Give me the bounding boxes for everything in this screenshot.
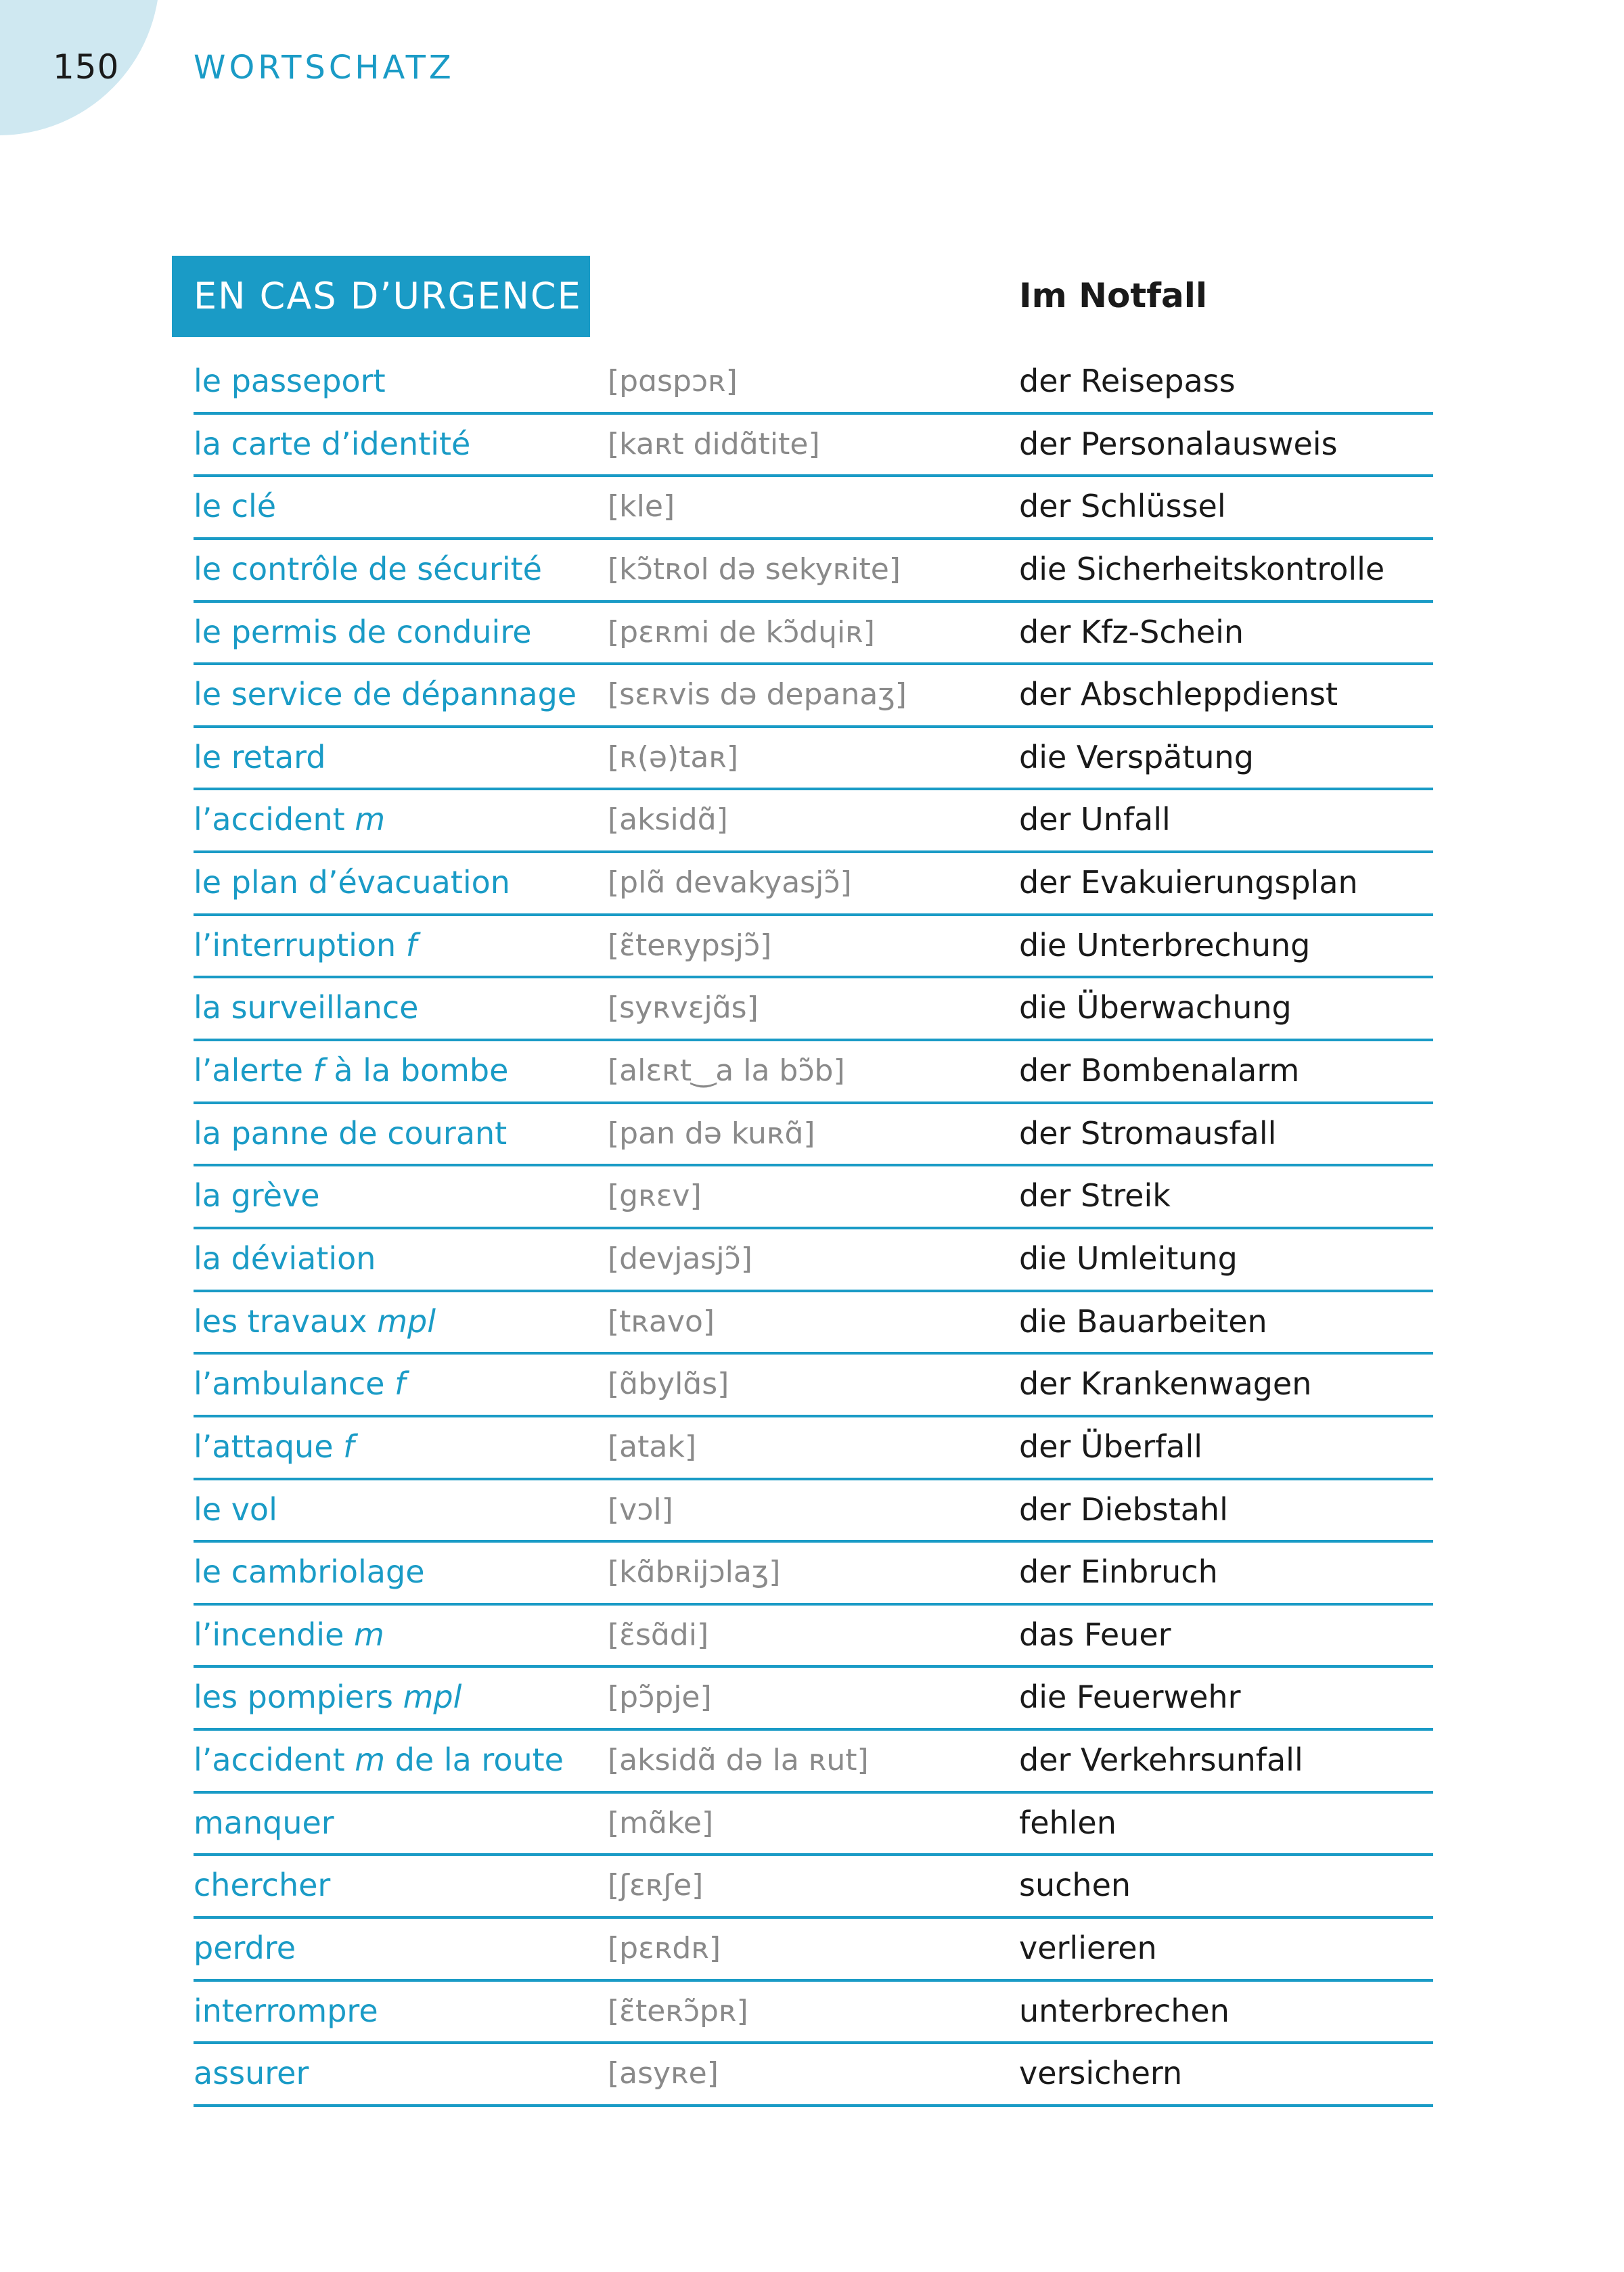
german-translation: der Überfall [1019,1428,1203,1465]
french-word-continuation: à la bombe [334,1052,509,1089]
table-row [194,1543,1433,1606]
pronunciation: [vɔl] [608,1492,673,1527]
pronunciation: [mɑ̃ke] [608,1805,714,1840]
table-row [194,978,1433,1041]
german-translation: verlieren [1019,1930,1157,1967]
pronunciation: [ɛ̃sɑ̃di] [608,1617,709,1652]
pronunciation: [atak] [608,1429,696,1464]
pronunciation: [pɑspɔʀ] [608,364,738,399]
french-term [194,1115,507,1152]
french-term [194,989,418,1026]
pronunciation: [pɛʀmi de kɔ̃dɥiʀ] [608,614,875,650]
gender-marker: m [354,1616,384,1653]
table-row [194,1731,1433,1794]
french-word: la déviation [194,1240,376,1277]
pronunciation: [asyʀe] [608,2056,719,2091]
french-word: le plan d’évacuation [194,864,510,901]
french-term [194,1491,277,1528]
french-word: l’accident [194,801,345,838]
pronunciation: [kɔ̃tʀol də sekyʀite] [608,551,901,587]
gender-marker: m [355,801,386,838]
table-row [194,1166,1433,1229]
table-row [194,1041,1433,1104]
gender-marker: m [355,1742,386,1779]
german-translation: der Kfz-Schein [1019,613,1244,650]
table-row [194,916,1433,979]
german-translation: der Streik [1019,1177,1171,1214]
french-term [194,927,417,963]
french-word: la carte d’identité [194,425,471,462]
french-term [194,1616,384,1653]
french-term [194,614,532,650]
pronunciation: [ɛ̃teʀypsjɔ̃] [608,928,772,963]
french-word: chercher [194,1867,331,1904]
vocabulary-table [194,352,1433,2107]
german-translation: suchen [1019,1867,1131,1904]
french-word: perdre [194,1930,296,1967]
pronunciation: [ʃɛʀʃe] [608,1868,704,1903]
french-word: l’ambulance [194,1365,385,1403]
pronunciation: [aksidɑ̃ də la ʀut] [608,1743,869,1778]
german-translation: der Einbruch [1019,1553,1218,1591]
gender-marker: f [405,926,417,963]
table-row [194,1794,1433,1857]
table-row [194,603,1433,666]
table-row [194,1919,1433,1982]
french-word: le passeport [194,363,386,399]
heading-french: EN CAS D’URGENCE [172,256,590,337]
german-translation: die Feuerwehr [1019,1679,1241,1716]
french-term [194,1553,425,1590]
table-row [194,1417,1433,1480]
table-row [194,477,1433,540]
table-row [194,1355,1433,1417]
pronunciation: [syʀvɛjɑ̃s] [608,991,759,1026]
pronunciation: [ɑ̃bylɑ̃s] [608,1367,729,1402]
pronunciation: [tʀavo] [608,1304,715,1339]
table-row [194,790,1433,853]
gender-marker: mpl [403,1679,462,1716]
pronunciation: [ʀ(ə)taʀ] [608,740,739,775]
german-translation: der Schlüssel [1019,488,1226,525]
french-word-continuation: de la route [394,1742,564,1779]
french-word: la panne de courant [194,1114,508,1152]
table-row [194,853,1433,916]
french-term [194,1365,405,1402]
german-translation: der Unfall [1019,801,1171,838]
french-word: le vol [194,1491,277,1528]
french-word: interrompre [194,1992,378,2029]
french-word: le contrôle de sécurité [194,550,542,587]
pronunciation: [kle] [608,489,675,524]
french-word: l’attaque [194,1428,334,1465]
french-term [194,1993,378,2029]
table-row [194,665,1433,728]
table-row [194,540,1433,603]
table-row [194,1104,1433,1167]
table-row [194,1292,1433,1355]
page-number: 150 [53,47,120,87]
pronunciation: [pɛʀdʀ] [608,1931,721,1966]
pronunciation: [pɔ̃pje] [608,1680,712,1715]
table-row [194,1856,1433,1919]
german-translation: die Sicherheitskontrolle [1019,550,1385,587]
french-word: le permis de conduire [194,613,532,650]
french-term [194,1742,564,1778]
german-translation: die Verspätung [1019,738,1254,775]
section-label: WORTSCHATZ [194,49,455,87]
table-row [194,352,1433,415]
french-term [194,864,510,901]
french-word: l’accident [194,1742,345,1779]
pronunciation: [ɛ̃teʀɔ̃pʀ] [608,1993,748,2028]
pronunciation: [kɑ̃bʀijɔlaʒ] [608,1555,781,1590]
french-term [194,488,276,524]
heading-german: Im Notfall [1019,276,1207,315]
german-translation: der Reisepass [1019,363,1236,399]
french-term [194,1303,436,1340]
french-word: l’interruption [194,926,397,963]
table-row [194,1480,1433,1543]
french-word: manquer [194,1804,334,1841]
french-term [194,426,470,462]
french-term [194,1240,376,1277]
pronunciation: [sɛʀvis də depanaʒ] [608,677,907,712]
german-translation: unterbrechen [1019,1992,1230,2029]
french-term [194,1930,296,1966]
french-word: le clé [194,488,277,525]
french-word: la surveillance [194,989,419,1026]
french-term [194,1052,508,1089]
french-term [194,363,386,399]
german-translation: die Bauarbeiten [1019,1302,1267,1340]
french-term [194,676,577,712]
french-term [194,2055,309,2091]
table-row [194,1229,1433,1292]
french-word: les travaux [194,1302,367,1340]
gender-marker: mpl [377,1302,436,1340]
pronunciation: [aksidɑ̃] [608,802,728,838]
table-row [194,2044,1433,2107]
pronunciation: [kaʀt didɑ̃tite] [608,426,820,461]
german-translation: fehlen [1019,1804,1116,1841]
german-translation: der Krankenwagen [1019,1365,1312,1403]
table-row [194,415,1433,478]
table-row [194,1668,1433,1731]
table-row [194,1982,1433,2045]
table-row [194,1606,1433,1668]
german-translation: der Bombenalarm [1019,1052,1300,1089]
french-term [194,1428,354,1465]
table-row [194,728,1433,791]
german-translation: die Überwachung [1019,989,1292,1026]
french-word: l’incendie [194,1616,344,1653]
pronunciation: [devjasjɔ̃] [608,1241,752,1276]
german-translation: die Umleitung [1019,1240,1238,1277]
gender-marker: f [394,1365,406,1403]
french-term [194,1867,330,1903]
german-translation: der Verkehrsunfall [1019,1742,1303,1779]
german-translation: der Evakuierungsplan [1019,864,1358,901]
german-translation: der Personalausweis [1019,425,1338,462]
pronunciation: [alɛʀt‿a la bɔ̃b] [608,1053,845,1089]
french-word: le cambriolage [194,1553,425,1591]
german-translation: der Abschleppdienst [1019,676,1338,713]
french-word: les pompiers [194,1679,393,1716]
pronunciation: [gʀɛv] [608,1179,702,1214]
french-term [194,551,542,587]
german-translation: die Unterbrechung [1019,926,1311,963]
gender-marker: f [343,1428,355,1465]
french-term [194,1177,320,1214]
french-word: le service de dépannage [194,676,577,713]
german-translation: der Diebstahl [1019,1491,1228,1528]
french-word: le retard [194,738,326,775]
french-word: la grève [194,1177,320,1214]
french-term [194,1804,334,1841]
french-term [194,1679,461,1715]
french-term [194,739,325,775]
german-translation: das Feuer [1019,1616,1171,1653]
french-term [194,801,385,838]
french-word: assurer [194,2055,309,2092]
german-translation: der Stromausfall [1019,1114,1277,1152]
german-translation: versichern [1019,2055,1183,2092]
pronunciation: [plɑ̃ devakyasjɔ̃] [608,865,852,901]
pronunciation: [pan də kuʀɑ̃] [608,1116,815,1151]
gender-marker: f [313,1052,324,1089]
french-word: l’alerte [194,1052,303,1089]
